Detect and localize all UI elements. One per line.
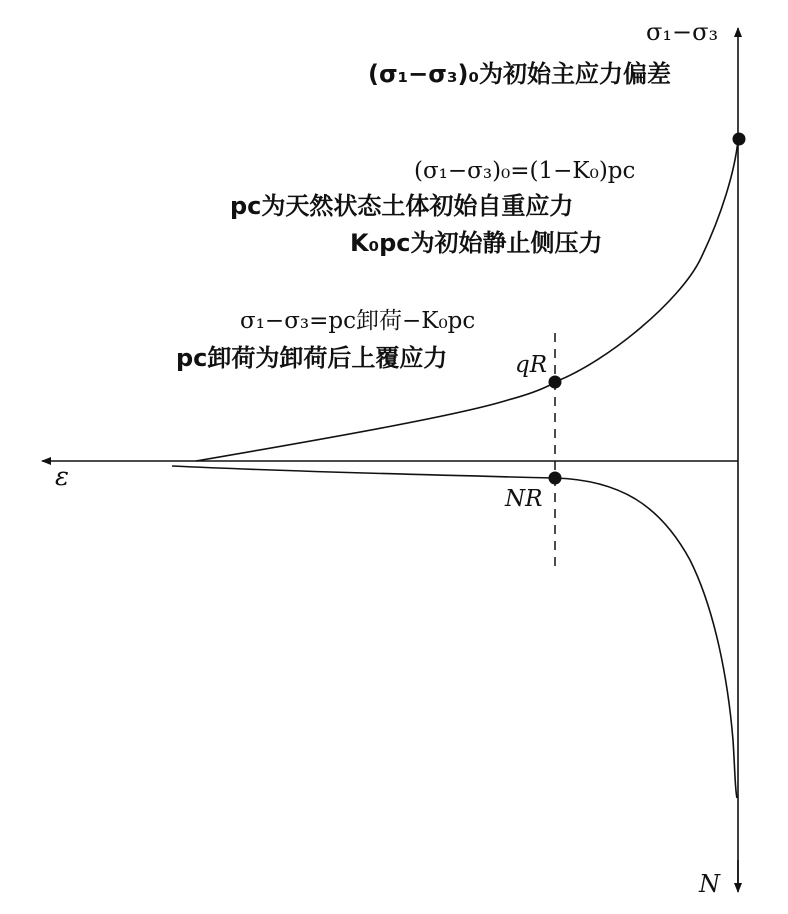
qr-point [549,376,562,389]
stress-curve [196,140,738,461]
y-axis-label: σ₁−σ₃ [646,18,719,46]
n-curve [172,466,737,798]
deviator-formula: (σ₁−σ₃)₀=(1−K₀)pc [414,158,636,184]
x-axis-label: ε [55,462,69,492]
unload-meaning-note: pc卸荷为卸荷后上覆应力 [176,344,448,372]
unload-formula: σ₁−σ₃=pc卸荷−K₀pc [240,308,476,334]
nr-label: NR [505,486,543,512]
initial-deviator-note: (σ₁−σ₃)₀为初始主应力偏差 [368,60,671,88]
pc-meaning-note: pc为天然状态土体初始自重应力 [230,192,574,220]
qr-label: qR [515,352,548,378]
nr-point [549,472,562,485]
k0pc-meaning-note: K₀pc为初始静止侧压力 [350,229,603,257]
n-axis-label: N [699,870,720,898]
initial-deviator-point [733,133,746,146]
